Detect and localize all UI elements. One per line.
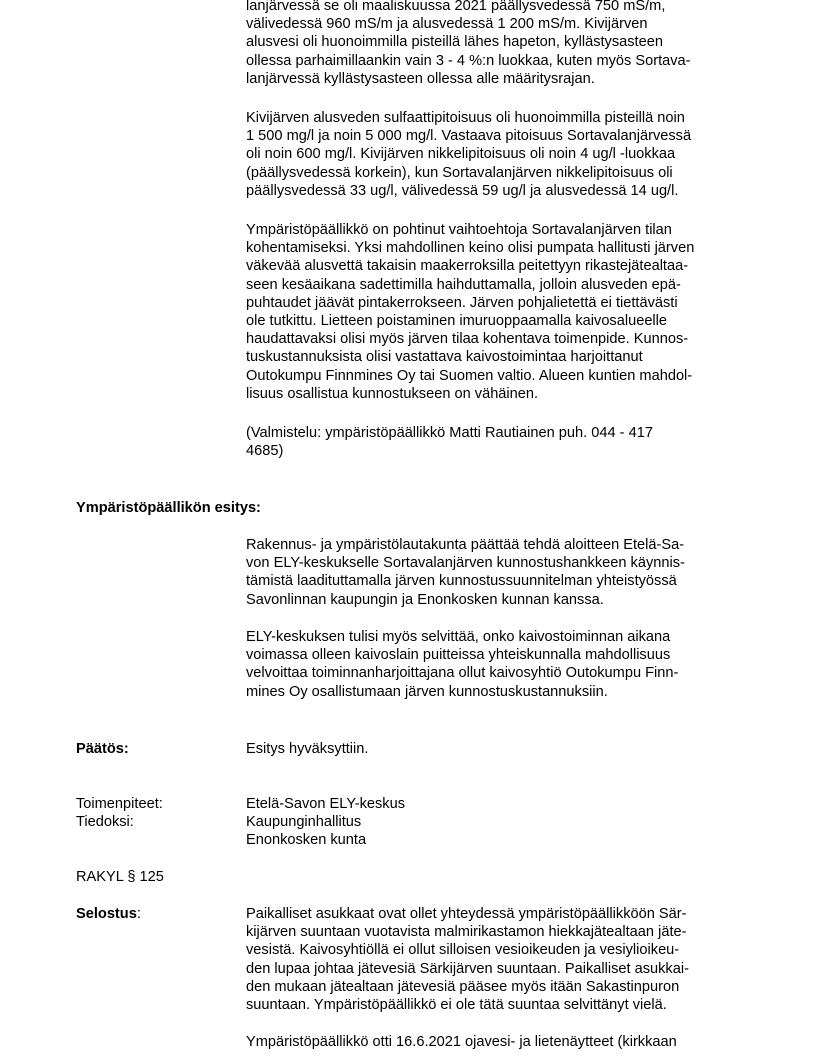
tiedoksi-label: Tiedoksi: (76, 814, 134, 830)
selostus-paragraph-1: Paikalliset asukkaat ovat ollet yhteydessä ympäristöpäällikköön Sär- kijärven suuntaan vuotavista malmirikastamon hiekkajätealtaan jäte- vesistä. Kaivosyhtiöllä ei ollut silloisen vesioikeuden ja vesiylioikeu- den lupaa johtaa jätevesiä Särkijärven suuntaan. Paikalliset asukkai- den mukaan jätealtaan jätevesiä pääsee myös itään Sakastinpuron suuntaan. Ympäristöpäällikkö ei ole tätä suuntaa selvittänyt vielä. (246, 906, 689, 1014)
tiedoksi-values: Kaupunginhallitus Enonkosken kunta (246, 814, 367, 849)
paragraph-preparer: (Valmistelu: ympäristöpäällikkö Matti Rautiainen puh. 044 - 417 4685) (246, 425, 653, 460)
esitys-paragraph-2: ELY-keskuksen tulisi myös selvittää, onko kaivostoiminnan aikana voimassa olleen kaivoslain puitteissa yhteiskunnalla mahdollisuus velvoittaa toiminnanharjoittajana ollut kaivosyhtiö Outokumpu Finn- mines Oy osallistumaan järven kunnostuskustannuksiin. (246, 629, 679, 700)
paragraph-improvement-options: Ympäristöpäällikkö on pohtinut vaihtoehtoja Sortavalanjärven tilan kohentamiseksi. Yksi mahdollinen keino olisi pumpata hallitusti järven väkevää alusvettä takaisin maakerroksilla peitettyyn rikastejätealtaa- seen kesäaikana sadettimilla haihduttamalla, jolloin alusveden epä- puhtaudet jäävät pintakerrokseen. Järven pohjalietettä ei tiettävästi ole tutkittu. Lietteen poistaminen imuruoppaamalla kaivosalueelle haudattavaksi olisi myös järven tilaa kohentava toimenpide. Kunnos- tuskustannuksista olisi vastattava kaivostoimintaa harjoittanut Outokumpu Finnmines Oy tai Suomen valtio. Alueen kuntien mahdol- lisuus osallistua kunnostukseen on vähäinen. (246, 222, 695, 402)
esitys-paragraph-1: Rakennus- ja ympäristölautakunta päättää tehdä aloitteen Etelä-Sa- von ELY-keskukselle Sortavalanjärven kunnostushankkeen käynnis- tämistä laadituttamalla järven kunnostussuunnitelman yhteistyössä Savonlinnan kaupungin ja Enonkosken kunnan kanssa. (246, 537, 685, 608)
paatos-label: Päätös: (76, 741, 129, 757)
section-reference: RAKYL § 125 (76, 869, 164, 885)
selostus-label-colon: : (136, 906, 141, 922)
paragraph-sulfate-nickel: Kivijärven alusveden sulfaattipitoisuus oli huonoimmilla pisteillä noin 1 500 mg/l ja noin 5 000 mg/l. Vastaava pitoisuus Sortavalanjärvessä oli noin 600 mg/l. Kivijärven nikkelipitoisuus oli noin 4 ug/l -luokkaa (päällysvedessä korkein), kun Sortavalanjärven nikkelipitoisuus oli päällysvedessä 33 ug/l, välivedessä 59 ug/l ja alusvedessä 14 ug/l. (246, 110, 692, 199)
paragraph-conductivity: lanjärvessä se oli maaliskuussa 2021 päällysvedessä 750 mS/m, välivedessä 960 mS/m ja alusvedessä 1 200 mS/m. Kivijärven alusvesi oli huonoimmilla pisteillä lähes hapeton, kyllästysasteen ollessa parhaimillaankin vain 3 - 4 %:n luokkaa, kuten myös Sortava- lanjärvessä kyllästysasteen ollessa alle määritysrajan. (246, 0, 691, 87)
paatos-value: Esitys hyväksyttiin. (246, 741, 369, 757)
selostus-paragraph-2: Ympäristöpäällikkö otti 16.6.2021 ojavesi- ja lietenäytteet (kirkkaan (246, 1034, 677, 1050)
toimenpiteet-value: Etelä-Savon ELY-keskus (246, 796, 405, 812)
selostus-label-text: Selostus (76, 906, 137, 922)
esitys-heading: Ympäristöpäällikön esitys: (76, 500, 261, 516)
selostus-label (76, 905, 141, 923)
toimenpiteet-label: Toimenpiteet: (76, 796, 163, 812)
